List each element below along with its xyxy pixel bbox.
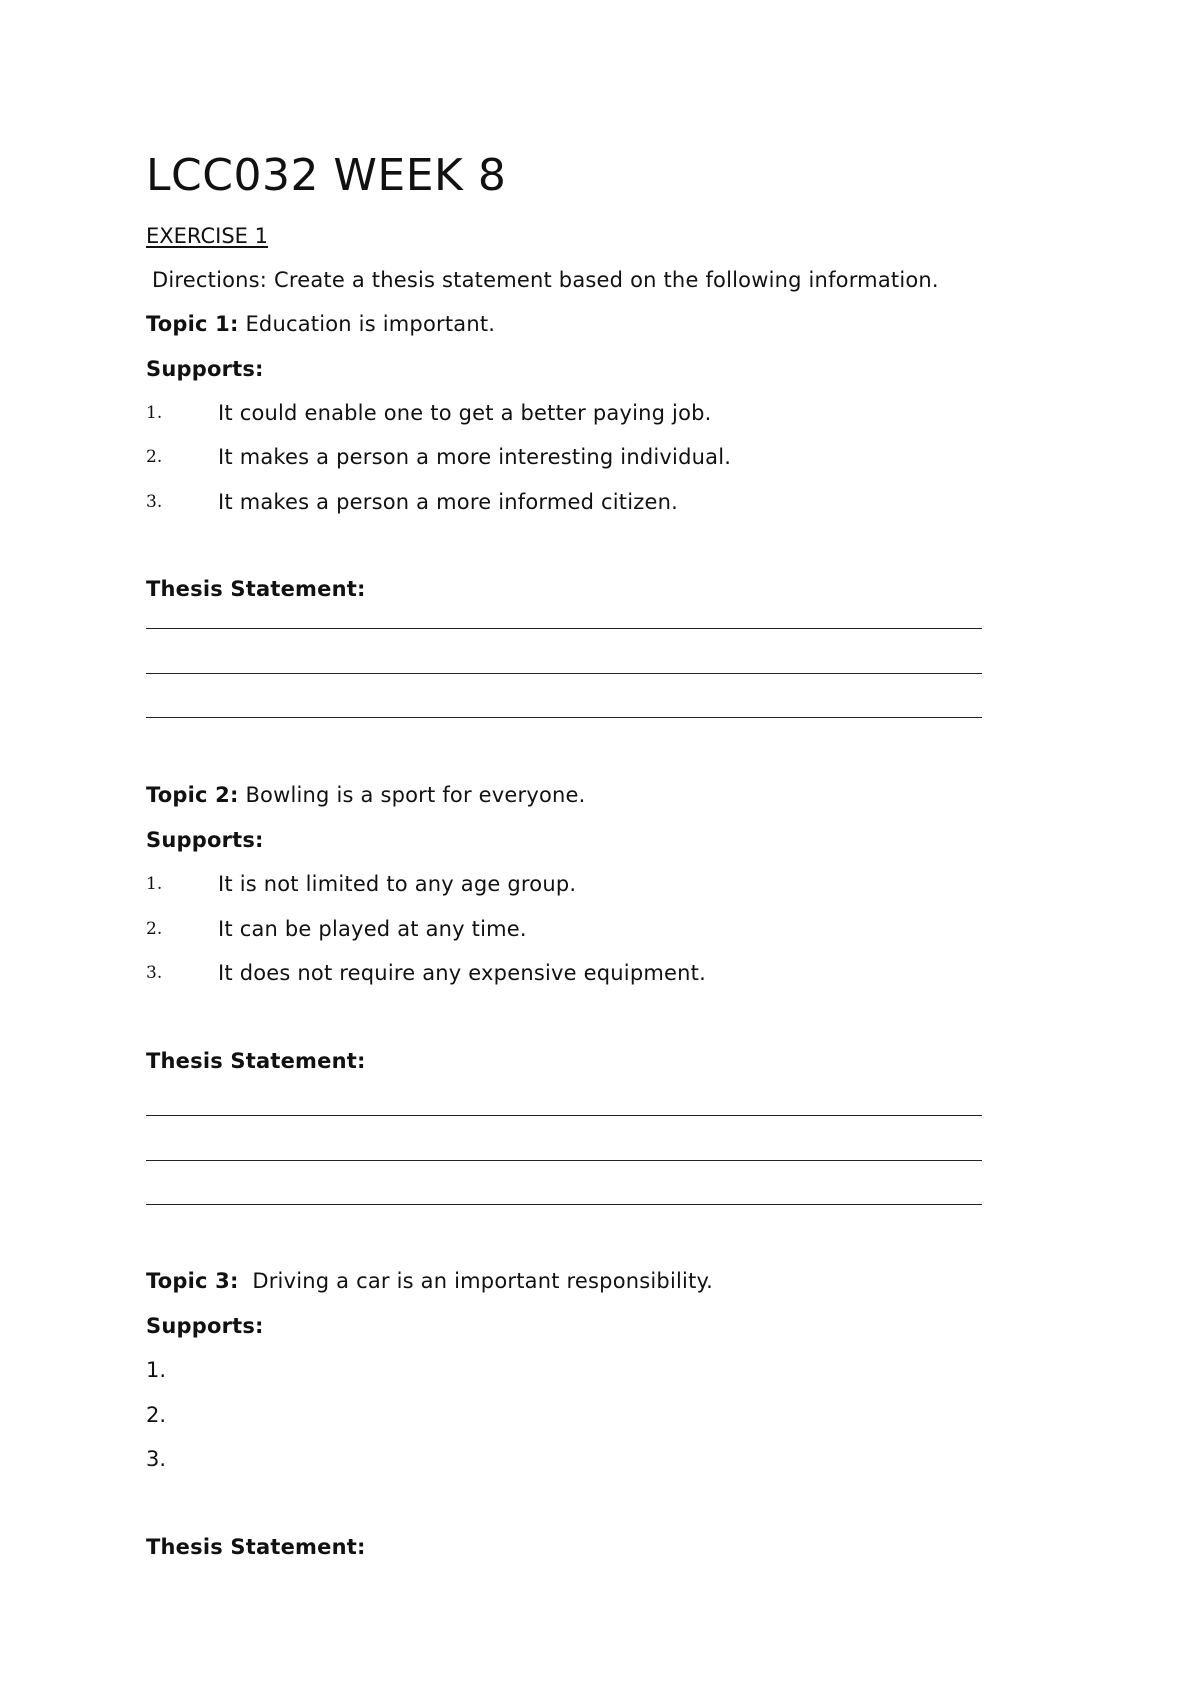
- topic-3-support-1-number: 1.: [146, 1358, 167, 1382]
- exercise-heading: EXERCISE 1: [146, 224, 268, 248]
- topic-2-text: Bowling is a sport for everyone.: [245, 783, 586, 807]
- topic-1-text: Education is important.: [245, 312, 496, 336]
- topic-2-support-2-number: 2.: [146, 919, 163, 939]
- topic-1-support-3-text: It makes a person a more informed citizen.: [218, 490, 679, 514]
- topic-3-line: [146, 1267, 713, 1295]
- topic-1-support-1-text: It could enable one to get a better paying job.: [218, 401, 712, 425]
- topic-2-thesis-label: Thesis Statement:: [146, 1049, 366, 1073]
- topic-1-answer-line-3: [146, 717, 982, 718]
- topic-2-label: Topic 2:: [146, 783, 239, 807]
- topic-3-text: Driving a car is an important responsibility.: [245, 1269, 714, 1293]
- directions-text: Directions: Create a thesis statement based on the following information.: [152, 268, 939, 292]
- topic-3-label: Topic 3:: [146, 1269, 239, 1293]
- topic-3-thesis-label: Thesis Statement:: [146, 1535, 366, 1559]
- topic-2-support-3-text: It does not require any expensive equipment.: [218, 961, 706, 985]
- topic-1-answer-line-1: [146, 628, 982, 629]
- topic-3-support-2-number: 2.: [146, 1403, 167, 1427]
- topic-2-support-1-text: It is not limited to any age group.: [218, 872, 577, 896]
- topic-2-supports-label: Supports:: [146, 828, 264, 852]
- topic-1-support-1-number: 1.: [146, 403, 163, 423]
- topic-1-line: [146, 310, 495, 338]
- topic-3-support-3-number: 3.: [146, 1447, 167, 1471]
- topic-2-answer-line-1: [146, 1115, 982, 1116]
- topic-1-support-2-number: 2.: [146, 447, 163, 467]
- topic-3-supports-label: Supports:: [146, 1314, 264, 1338]
- topic-1-support-2-text: It makes a person a more interesting individual.: [218, 445, 732, 469]
- topic-1-answer-line-2: [146, 673, 982, 674]
- topic-2-line: [146, 781, 586, 809]
- page-title: LCC032 WEEK 8: [146, 150, 507, 201]
- topic-1-supports-label: Supports:: [146, 357, 264, 381]
- topic-1-label: Topic 1:: [146, 312, 239, 336]
- topic-1-thesis-label: Thesis Statement:: [146, 577, 366, 601]
- topic-2-support-3-number: 3.: [146, 963, 163, 983]
- topic-2-support-1-number: 1.: [146, 874, 163, 894]
- topic-2-support-2-text: It can be played at any time.: [218, 917, 527, 941]
- topic-2-answer-line-2: [146, 1160, 982, 1161]
- topic-2-answer-line-3: [146, 1204, 982, 1205]
- topic-1-support-3-number: 3.: [146, 492, 163, 512]
